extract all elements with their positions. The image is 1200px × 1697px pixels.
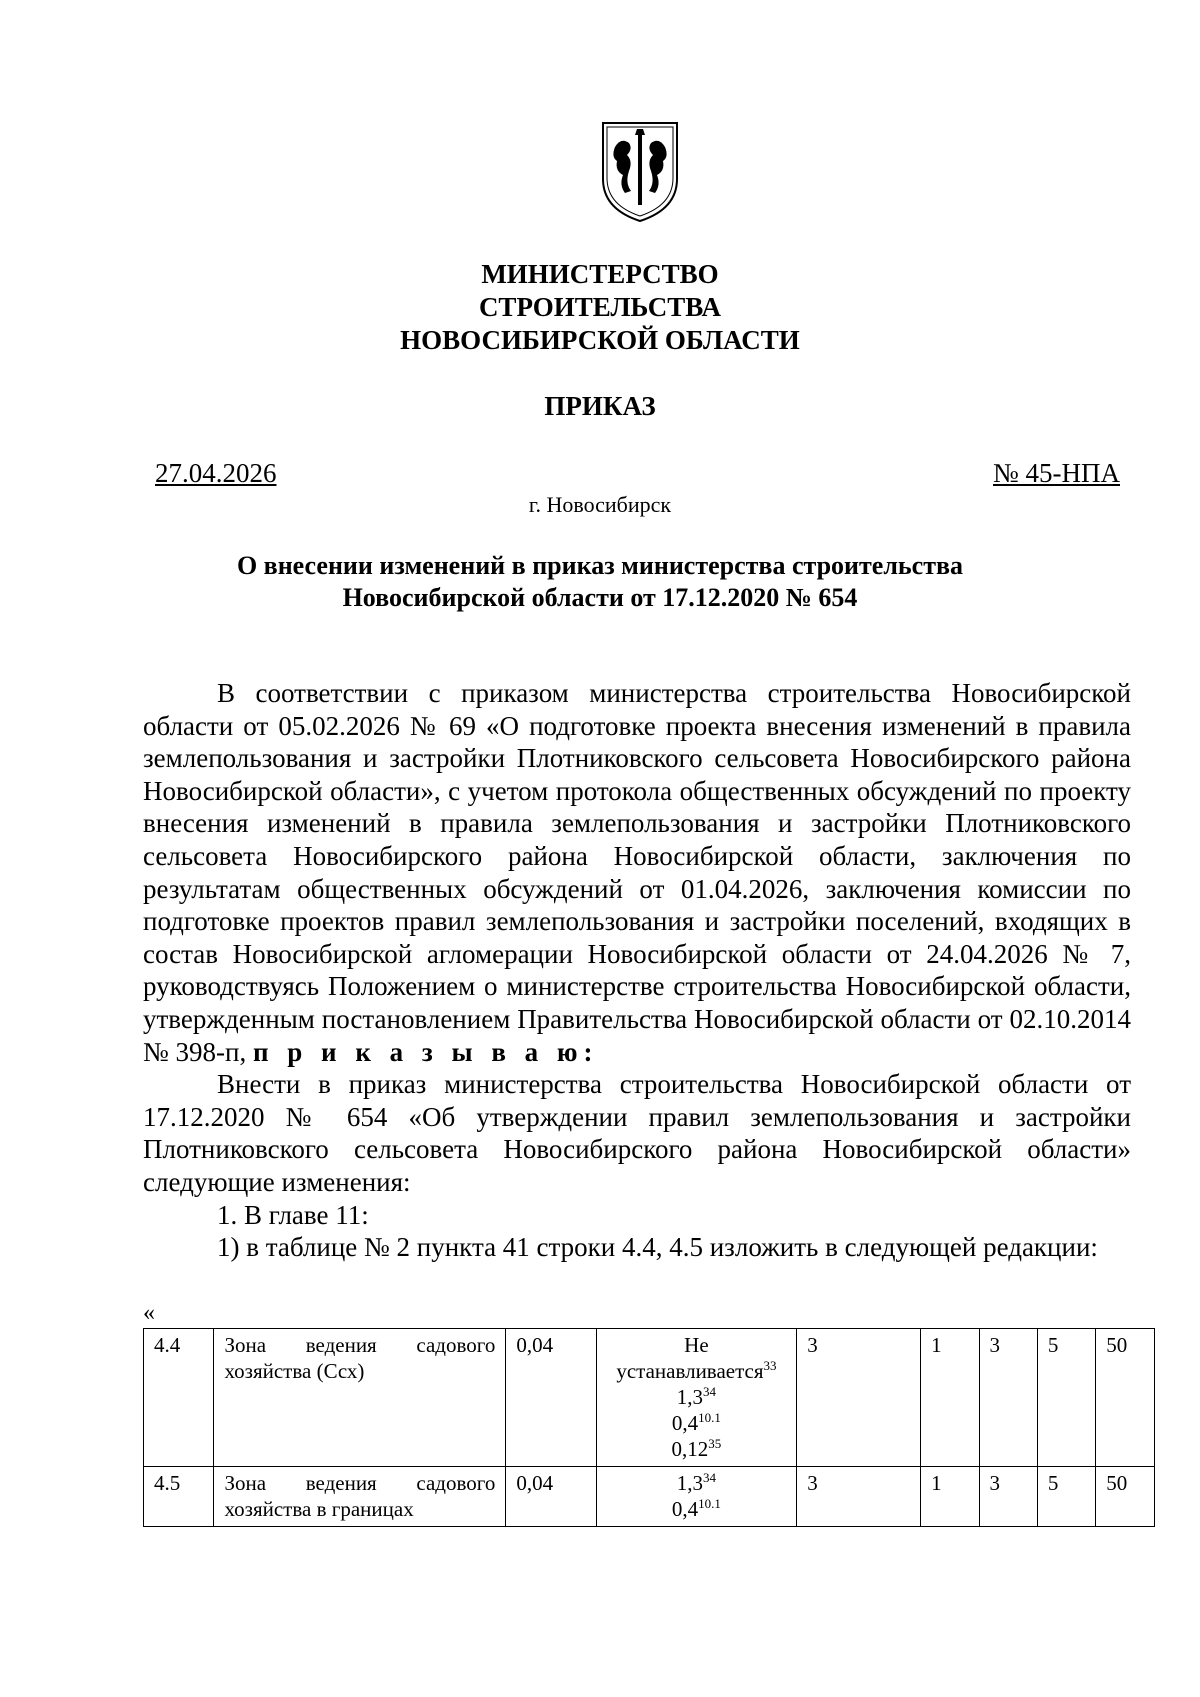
coeff-text: 0,4 [671, 1497, 699, 1521]
coeff-text: 1,3 [676, 1385, 704, 1409]
quote-open-mark: « [143, 1300, 155, 1326]
row-coefficients [596, 1467, 797, 1527]
coeff-text: 0,4 [671, 1411, 699, 1435]
row-col8: 5 [1037, 1467, 1095, 1527]
order-date: 27.04.2026 [155, 458, 277, 488]
coeff-line [607, 1332, 787, 1384]
subject-line-1: О внесении изменений в приказ министерства строительства [236, 551, 964, 580]
row-col5: 3 [797, 1467, 921, 1527]
row-value: 0,04 [506, 1329, 596, 1467]
coeff-footnote: 35 [708, 1436, 722, 1451]
coeff-footnote: 10.1 [698, 1496, 721, 1511]
amendment-paragraph: Внести в приказ министерства строительства Новосибирской области от 17.12.2020 № 654 «Об утверждении правил землепользования и застройки Плотниковского сельсовета Новосибирского района Новосибирской области» следующие изменения: [143, 1069, 1131, 1197]
row-value: 0,04 [506, 1467, 596, 1527]
row-col7: 3 [979, 1467, 1037, 1527]
coeff-text: Не устанавливается [616, 1333, 764, 1383]
row-col9: 50 [1096, 1467, 1155, 1527]
order-subject [140, 550, 1060, 614]
order-body [143, 677, 1131, 1264]
coeff-text: 1,3 [676, 1471, 704, 1495]
order-title: ПРИКАЗ [544, 391, 656, 421]
row-col6: 1 [921, 1467, 979, 1527]
coeff-line [607, 1470, 787, 1496]
subject-line-2: Новосибирской области от 17.12.2020 № 654 [342, 583, 858, 612]
row-col5: 3 [797, 1329, 921, 1467]
row-code: 4.4 [144, 1329, 214, 1467]
row-zone: Зона ведения садового хозяйства (Ссх) [214, 1329, 506, 1467]
coeff-line [607, 1496, 787, 1522]
coeff-text: 0,12 [671, 1437, 709, 1461]
row-coefficients [596, 1329, 797, 1467]
amendment-table [143, 1328, 1155, 1527]
coat-of-arms-icon [595, 117, 685, 227]
order-word: п р и к а з ы в а ю: [252, 1036, 599, 1067]
ministry-line-3: НОВОСИБИРСКОЙ ОБЛАСТИ [400, 325, 800, 355]
coeff-footnote: 34 [703, 1470, 717, 1485]
row-code: 4.5 [144, 1467, 214, 1527]
order-city: г. Новосибирск [528, 492, 672, 517]
coeff-line [607, 1410, 787, 1436]
coeff-footnote: 33 [763, 1358, 777, 1373]
row-col8: 5 [1037, 1329, 1095, 1467]
row-zone: Зона ведения садового хозяйства в границах [214, 1467, 506, 1527]
row-col9: 50 [1096, 1329, 1155, 1467]
row-col7: 3 [979, 1329, 1037, 1467]
order-number: № 45-НПА [993, 458, 1120, 488]
table-row [144, 1467, 1155, 1527]
ministry-line-1: МИНИСТЕРСТВО [481, 259, 719, 289]
coeff-footnote: 34 [703, 1384, 717, 1399]
item-1: 1. В главе 11: [217, 1199, 369, 1230]
coeff-line [607, 1384, 787, 1410]
preamble-text: В соответствии с приказом министерства строительства Новосибирской области от 05.02.2026 № 69 «О подготовке проекта внесения изменений в правила землепользования и застройки Плотниковского сельсовета Новосибирского района Новосибирской области», с учетом протокола общественных обсуждений по проекту внесения изменений в правила землепользования и застройки Плотниковского сельсовета Новосибирского района Новосибирской области, заключения по результатам общественных обсуждений от 01.04.2026, заключения комиссии по подготовке проектов правил землепользования и застройки поселений, входящих в состав Новосибирской агломерации Новосибирской области от 24.04.2026 № 7, руководствуясь Положением о министерстве строительства Новосибирской области, утвержденным постановлением Правительства Новосибирской области от 02.10.2014 № 398-п, [143, 678, 1131, 1067]
item-1-1: 1) в таблице № 2 пункта 41 строки 4.4, 4.5 изложить в следующей редакции: [217, 1232, 1098, 1263]
table-row [144, 1329, 1155, 1467]
coeff-line [607, 1436, 787, 1462]
preamble-paragraph [143, 677, 1131, 1068]
ministry-line-2: СТРОИТЕЛЬСТВА [478, 292, 722, 322]
coeff-footnote: 10.1 [698, 1410, 721, 1425]
row-col6: 1 [921, 1329, 979, 1467]
ministry-name [0, 258, 1200, 357]
